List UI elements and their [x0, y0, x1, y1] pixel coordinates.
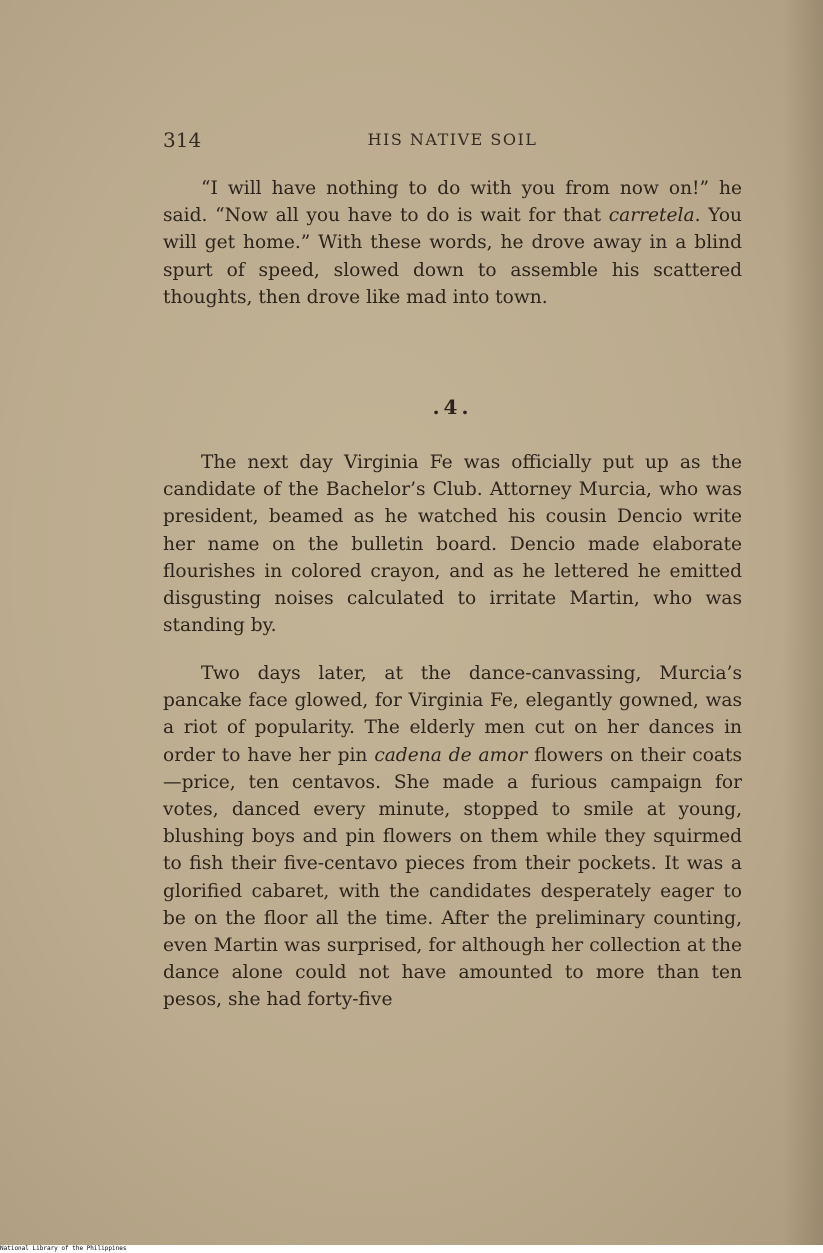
footer-credit: National Library of the Philippines — [0, 1245, 127, 1252]
paragraph-1-text-end: . You will get home.” With these words, he drove away in a blind spurt of speed, slowed down to assemble his scattered thoughts, then drove like mad into town. — [163, 205, 742, 308]
page-number: 314 — [163, 128, 202, 152]
section-number: .4. — [432, 395, 473, 419]
paragraph-1-text-start: “I will have nothing to do with you from now on!” he said. “Now all you have to do is wait for that — [163, 178, 742, 227]
paragraph-3 — [163, 660, 742, 1014]
page-header — [163, 124, 742, 154]
paragraph-3-text-end: flowers on their coats—price, ten centavos. She made a furious campaign for votes, danced every minute, stopped to smile at young, blushing boys and pin flowers on them while they squirmed to fish their five-centavo pieces from their pockets. It was a glorified cabaret, with the candidates desperately eager to be on the floor all the time. After the preliminary counting, even Martin was surprised, for although her collection at the dance alone could not have amounted to more than ten pesos, she had forty-five — [163, 744, 743, 1011]
paragraph-1-italic-term: carretela — [608, 205, 695, 227]
footer-bar — [0, 1245, 823, 1253]
running-head: HIS NATIVE SOIL — [367, 130, 538, 149]
paragraph-2: The next day Virginia Fe was officially put up as the candidate of the Bachelor’s Club. Attorney Murcia, who was president, beamed as he watched his cousin Dencio write her name on the bulletin board. Dencio made elaborate flourishes in colored crayon, and as he lettered he emitted disgusting noises calculated to irritate Martin, who was standing by. — [163, 452, 742, 637]
paragraph-3-italic-term: cadena de amor — [374, 744, 528, 766]
paragraph-3-text-start: Two days later, at the dance-canvassing, Murcia’s pancake face glowed, for Virginia Fe, elegantly gowned, was a riot of popularity. The elderly men cut on her dances in order to have her pin — [163, 663, 742, 766]
paragraph-1 — [163, 175, 742, 311]
